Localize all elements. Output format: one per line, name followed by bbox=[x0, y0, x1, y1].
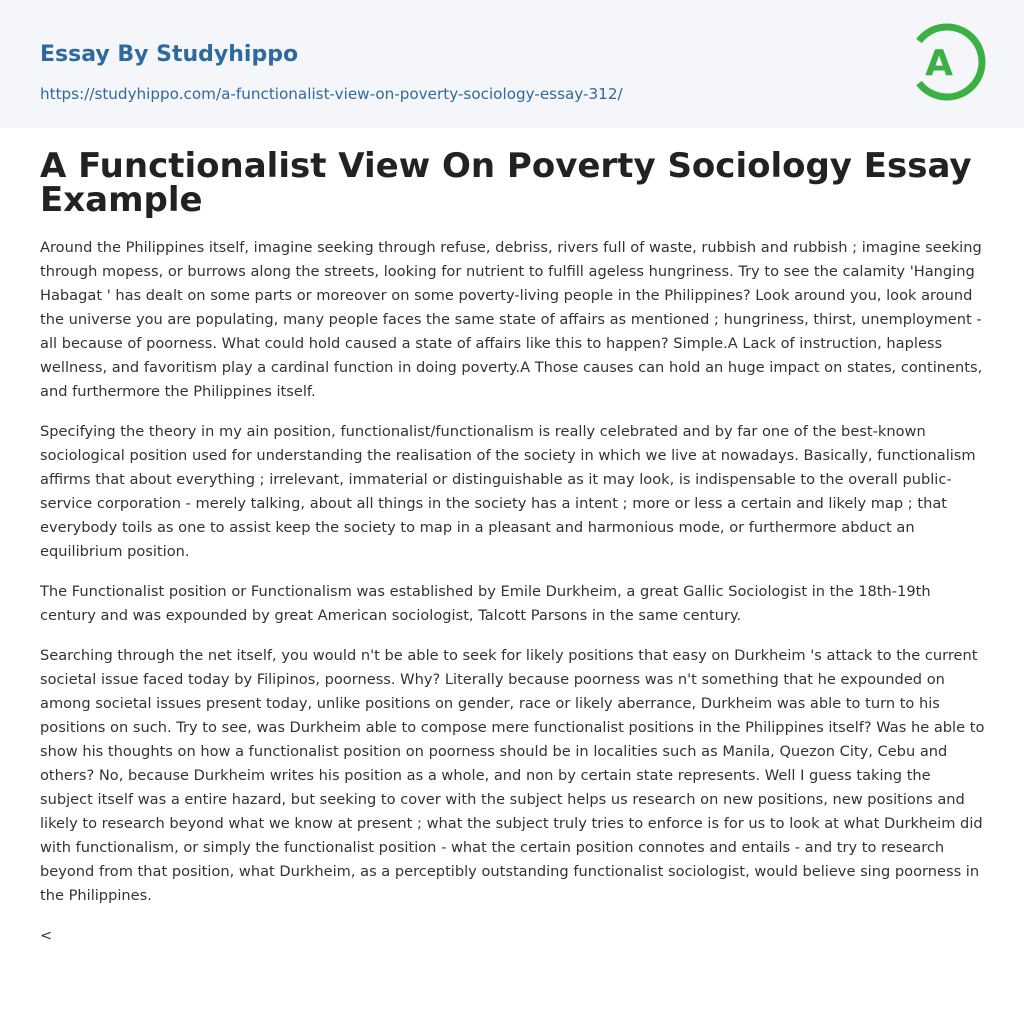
essay-paragraph: Around the Philippines itself, imagine seeking through refuse, debriss, rivers full of waste, rubbish and rubbish ; imagine seeking through mopess, or burrows along the streets, looking for nutrient to fulfill ageless hungriness. Try to see the calamity 'Hanging Habagat ' has dealt on some parts or moreover on some poverty-living people in the Philippines? Look around you, look around the universe you are populating, many people faces the same state of affairs as mentioned ; hungriness, thirst, unemployment - all because of poorness. What could hold caused a state of affairs like this to happen? Simple.A Lack of instruction, hapless wellness, and favoritism play a cardinal function in doing poverty.A Those causes can hold an huge impact on states, continents, and furthermore the Philippines itself. bbox=[40, 239, 983, 400]
article-content bbox=[40, 146, 988, 948]
essay-paragraph: Searching through the net itself, you would n't be able to seek for likely positions that easy on Durkheim 's attack to the current societal issue faced today by Filipinos, poorness. Why? Literally because poorness was n't something that he expounded on among societal issues present today, unlike positions on gender, race or likely aberrance, Durkheim was able to turn to his positions on such. Try to see, was Durkheim able to compose mere functionalist positions in the Philippines itself? Was he able to show his thoughts on how a functionalist position on poorness should be in localities such as Manila, Quezon City, Cebu and others? No, because Durkheim writes his position as a whole, and non by certain state represents. Well I guess taking the subject itself was a entire hazard, but seeking to cover with the subject helps us research on new positions, new positions and likely to research beyond what we know at present ; what the subject truly tries to enforce is for us to look at what Durkheim did with functionalism, or simply the functionalist position - what the certain position connotes and entails - and try to research beyond from that position, what Durkheim, as a perceptibly outstanding functionalist sociologist, would believe sing poorness in the Philippines. bbox=[40, 647, 985, 904]
studyhippo-logo[interactable] bbox=[912, 20, 986, 104]
essay-paragraph: Specifying the theory in my ain position, functionalist/functionalism is really celebrated and by far one of the best-known sociological position used for understanding the realisation of the society in which we live at nowadays. Basically, functionalism affirms that about everything ; irrelevant, immaterial or distinguishable as it may look, is indispensable to the overall public-service corporation - merely talking, about all things in the society has a intent ; more or less a certain and likely map ; that everybody toils as one to assist keep the society to map in a pleasant and harmonious mode, or furthermore abduct an equilibrium position. bbox=[40, 423, 976, 560]
page-title: A Functionalist View On Poverty Sociology Essay Example bbox=[40, 146, 972, 220]
source-url-link[interactable]: https://studyhippo.com/a-functionalist-view-on-poverty-sociology-essay-312/ bbox=[40, 85, 623, 103]
logo-letter: A bbox=[925, 43, 953, 84]
site-header bbox=[0, 0, 1024, 128]
essay-paragraph: The Functionalist position or Functionalism was established by Emile Durkheim, a great Gallic Sociologist in the 18th-19th century and was expounded by great American sociologist, Talcott Parsons in the same century. bbox=[40, 583, 931, 624]
site-title[interactable]: Essay By Studyhippo bbox=[40, 42, 299, 67]
previous-page-link[interactable]: < bbox=[40, 927, 53, 944]
